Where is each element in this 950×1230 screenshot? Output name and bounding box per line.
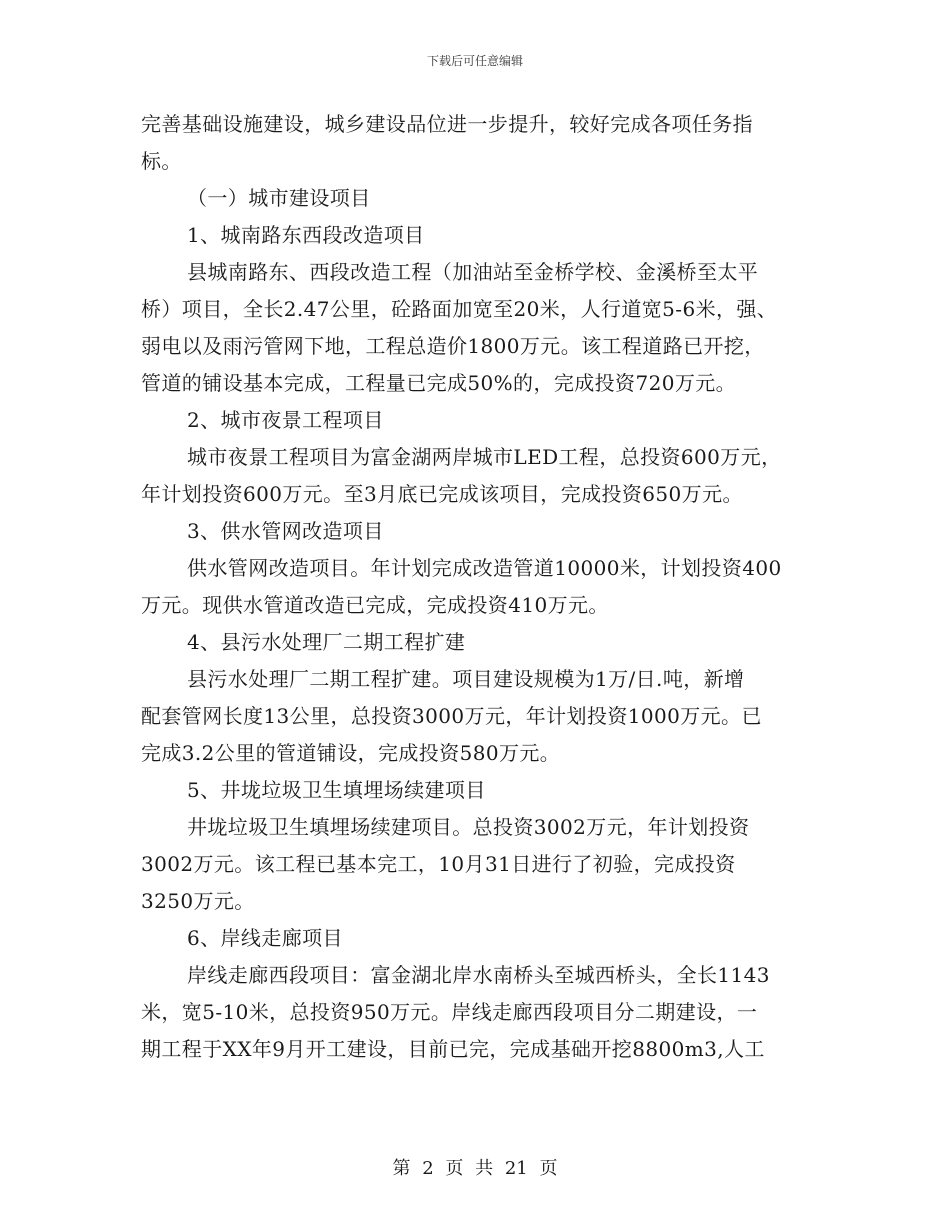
paragraph-line: 弱电以及雨污管网下地，工程总造价1800万元。该工程道路已开挖， — [141, 334, 765, 358]
page-header: 下载后可任意编辑 — [426, 54, 523, 68]
paragraph-line: 标。 — [141, 149, 182, 173]
item-heading: 5、井垅垃圾卫生填埋场续建项目 — [187, 778, 486, 802]
page-number-footer: 第 2 页 共 21 页 — [392, 1158, 558, 1179]
paragraph-line: 管道的铺设基本完成，工程量已完成50%的，完成投资720万元。 — [141, 371, 737, 395]
item-heading: 2、城市夜景工程项目 — [187, 408, 384, 432]
paragraph-line: 井垅垃圾卫生填埋场续建项目。总投资3002万元，年计划投资 — [187, 815, 750, 839]
paragraph-line: 县城南路东、西段改造工程（加油站至金桥学校、金溪桥至太平 — [187, 260, 759, 284]
paragraph-line: 3002万元。该工程已基本完工，10月31日进行了初验，完成投资 — [141, 852, 736, 876]
paragraph-line: 岸线走廊西段项目：富金湖北岸水南桥头至城西桥头，全长1143 — [187, 963, 770, 987]
item-heading: 3、供水管网改造项目 — [187, 519, 384, 543]
document-body — [141, 106, 821, 1068]
paragraph-line: 完成3.2公里的管道铺设，完成投资580万元。 — [141, 741, 561, 765]
item-heading: 4、县污水处理厂二期工程扩建 — [187, 630, 466, 654]
paragraph-line: 城市夜景工程项目为富金湖两岸城市LED工程，总投资600万元， — [187, 445, 782, 469]
paragraph-line: 万元。现供水管道改造已完成，完成投资410万元。 — [141, 593, 609, 617]
item-heading: 1、城南路东西段改造项目 — [187, 223, 425, 247]
paragraph-line: 期工程于XX年9月开工建设，目前已完，完成基础开挖8800m3,人工 — [141, 1037, 765, 1061]
paragraph-line: 供水管网改造项目。年计划完成改造管道10000米，计划投资400 — [187, 556, 782, 580]
paragraph-line: 完善基础设施建设，城乡建设品位进一步提升，较好完成各项任务指 — [141, 112, 753, 136]
paragraph-line: 桥）项目，全长2.47公里，砼路面加宽至20米，人行道宽5-6米，强、 — [141, 297, 778, 321]
paragraph-line: 年计划投资600万元。至3月底已完成该项目，完成投资650万元。 — [141, 482, 743, 506]
paragraph-line: 米，宽5-10米，总投资950万元。岸线走廊西段项目分二期建设，一 — [141, 1000, 758, 1024]
item-heading: 6、岸线走廊项目 — [187, 926, 343, 950]
paragraph-line: 配套管网长度13公里，总投资3000万元，年计划投资1000万元。已 — [141, 704, 762, 728]
section-heading: （一）城市建设项目 — [187, 186, 371, 210]
paragraph-line: 县污水处理厂二期工程扩建。项目建设规模为1万/日.吨，新增 — [187, 667, 745, 691]
paragraph-line: 3250万元。 — [141, 889, 255, 913]
